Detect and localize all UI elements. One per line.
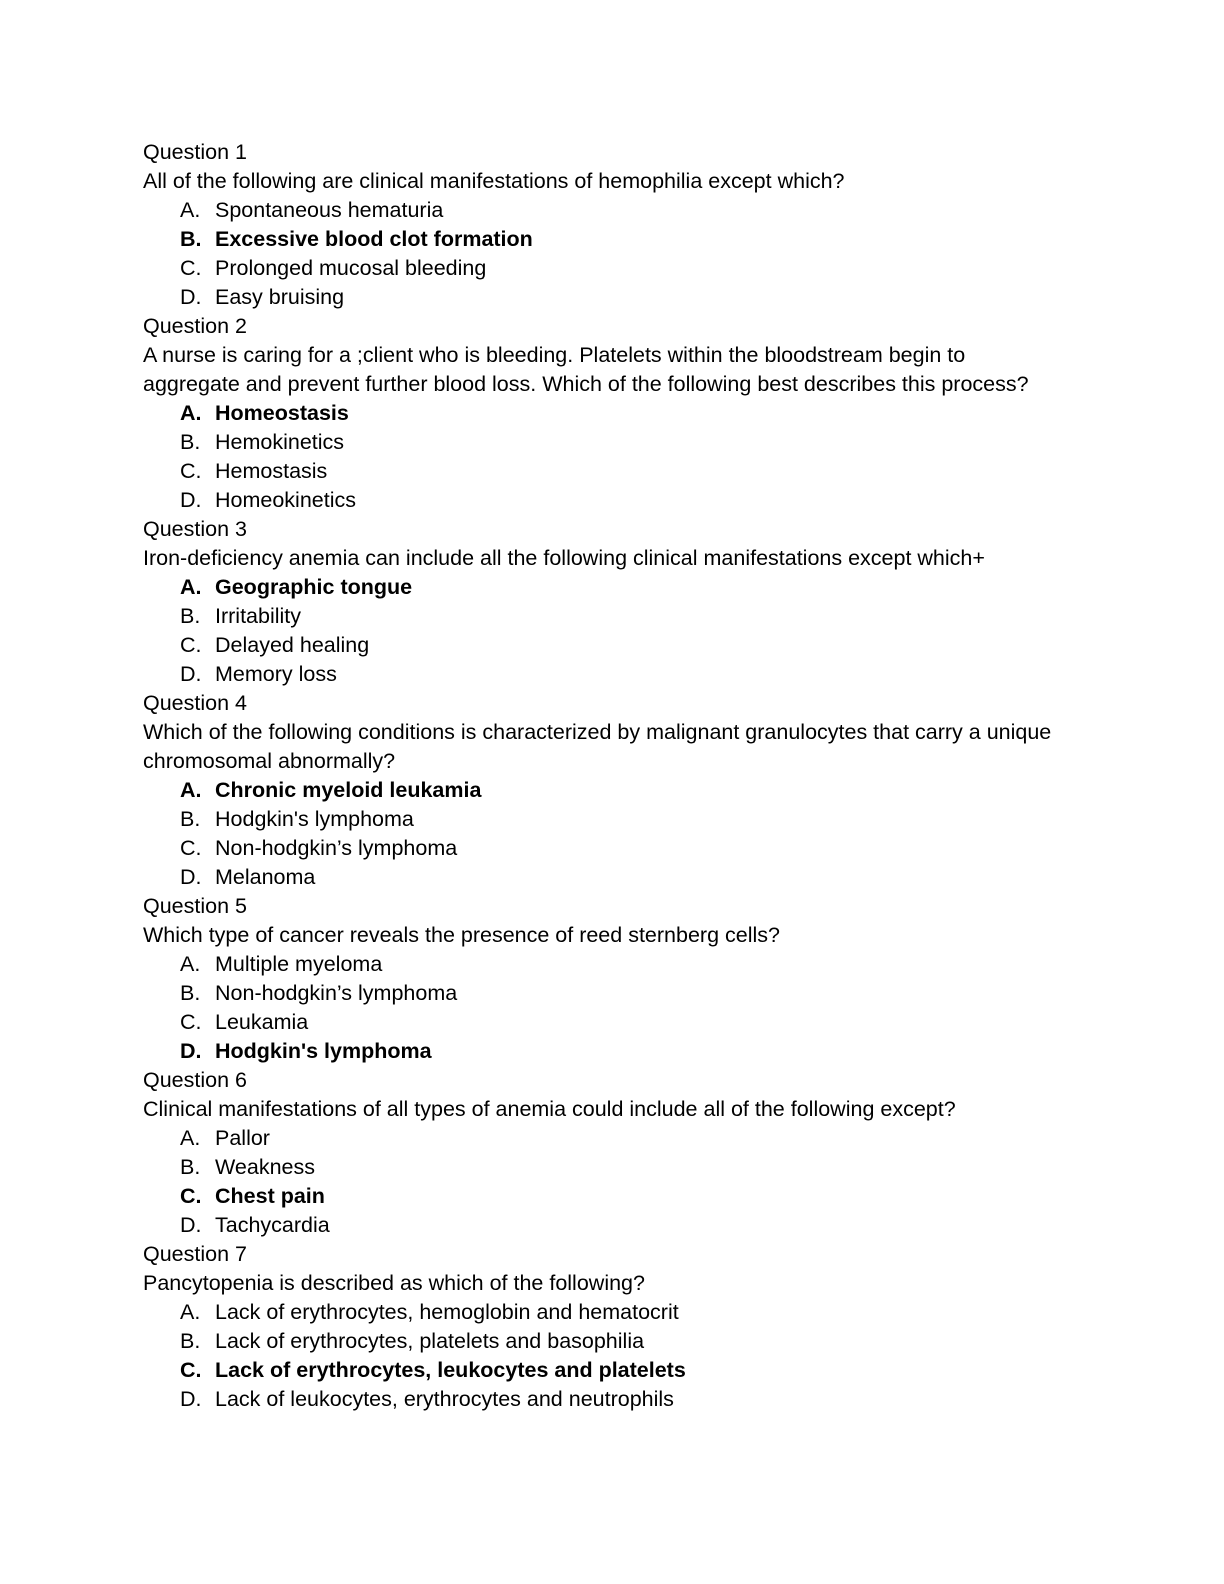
answer-option-letter: A.	[180, 1300, 201, 1324]
answer-option-letter: A.	[180, 401, 202, 425]
question-label: Question 6	[143, 1068, 247, 1092]
question-stem: Which type of cancer reveals the presence of reed sternberg cells?	[143, 923, 780, 947]
answer-option-text: Geographic tongue	[215, 575, 413, 599]
question-stem: All of the following are clinical manifestations of hemophilia except which?	[143, 169, 845, 193]
answer-option-text: Multiple myeloma	[215, 952, 383, 976]
answer-option-text: Excessive blood clot formation	[215, 227, 533, 251]
answer-option[interactable]	[143, 283, 1065, 312]
answer-option-list	[143, 399, 1065, 515]
question-stem: Which of the following conditions is characterized by malignant granulocytes that carry a unique chromosomal abnormally?	[143, 720, 1052, 773]
answer-option[interactable]	[143, 1211, 1065, 1240]
answer-option-text: Memory loss	[215, 662, 337, 686]
answer-option-letter: D.	[180, 1387, 202, 1411]
answer-option-letter: B.	[180, 1155, 201, 1179]
answer-option-text: Hemokinetics	[215, 430, 345, 454]
answer-option-letter: A.	[180, 198, 201, 222]
answer-option-text: Lack of erythrocytes, hemoglobin and hematocrit	[215, 1300, 679, 1324]
answer-option-letter: B.	[180, 430, 201, 454]
answer-option[interactable]	[143, 1327, 1065, 1356]
answer-option-letter: B.	[180, 807, 201, 831]
answer-option-text: Chronic myeloid leukamia	[215, 778, 482, 802]
answer-option-letter: C.	[180, 459, 202, 483]
answer-option-text: Weakness	[215, 1155, 315, 1179]
answer-option[interactable]	[143, 1298, 1065, 1327]
answer-option-text: Non-hodgkin’s lymphoma	[215, 836, 458, 860]
answer-option[interactable]	[143, 660, 1065, 689]
answer-option[interactable]	[143, 805, 1065, 834]
answer-option-letter: A.	[180, 778, 202, 802]
answer-option-letter: A.	[180, 952, 201, 976]
question-block	[143, 1066, 1065, 1240]
answer-option[interactable]	[143, 631, 1065, 660]
question-block	[143, 689, 1065, 892]
answer-option-letter: D.	[180, 662, 202, 686]
answer-option-text: Hodgkin's lymphoma	[215, 1039, 432, 1063]
answer-option-text: Homeokinetics	[215, 488, 356, 512]
answer-option[interactable]	[143, 602, 1065, 631]
answer-option[interactable]	[143, 1124, 1065, 1153]
answer-option-list	[143, 1298, 1065, 1414]
answer-option-text: Leukamia	[215, 1010, 309, 1034]
answer-option-text: Irritability	[215, 604, 302, 628]
answer-option-list	[143, 776, 1065, 892]
question-block	[143, 515, 1065, 689]
question-stem: A nurse is caring for a ;client who is bleeding. Platelets within the bloodstream begin to aggregate and prevent further blood loss. Which of the following best describes this process?	[143, 343, 1029, 396]
answer-option-text: Tachycardia	[215, 1213, 330, 1237]
answer-option-list	[143, 1124, 1065, 1240]
answer-option-letter: C.	[180, 1184, 202, 1208]
answer-option-text: Chest pain	[215, 1184, 325, 1208]
answer-option-text: Lack of leukocytes, erythrocytes and neutrophils	[215, 1387, 674, 1411]
answer-option-letter: A.	[180, 575, 202, 599]
answer-option[interactable]	[143, 1153, 1065, 1182]
answer-option-letter: D.	[180, 865, 202, 889]
answer-option[interactable]	[143, 863, 1065, 892]
answer-option-letter: C.	[180, 1010, 202, 1034]
answer-option[interactable]	[143, 254, 1065, 283]
answer-option[interactable]	[143, 1385, 1065, 1414]
answer-option-letter: B.	[180, 1329, 201, 1353]
answer-option-letter: D.	[180, 285, 202, 309]
answer-option-list	[143, 573, 1065, 689]
answer-option-letter: D.	[180, 1039, 202, 1063]
answer-option-letter: C.	[180, 633, 202, 657]
answer-option-text: Spontaneous hematuria	[215, 198, 444, 222]
answer-option[interactable]	[143, 486, 1065, 515]
answer-option-letter: C.	[180, 256, 202, 280]
answer-option-letter: B.	[180, 981, 201, 1005]
answer-option-text: Non-hodgkin’s lymphoma	[215, 981, 458, 1005]
answer-option-letter: A.	[180, 1126, 201, 1150]
question-label: Question 4	[143, 691, 247, 715]
question-stem: Pancytopenia is described as which of the following?	[143, 1271, 645, 1295]
question-block	[143, 312, 1065, 515]
answer-option-text: Prolonged mucosal bleeding	[215, 256, 487, 280]
answer-option[interactable]	[143, 1037, 1065, 1066]
answer-option-letter: D.	[180, 1213, 202, 1237]
answer-option-letter: C.	[180, 836, 202, 860]
answer-option-letter: D.	[180, 488, 202, 512]
answer-option-text: Easy bruising	[215, 285, 345, 309]
question-label: Question 2	[143, 314, 247, 338]
answer-option[interactable]	[143, 225, 1065, 254]
answer-option[interactable]	[143, 979, 1065, 1008]
question-label: Question 7	[143, 1242, 247, 1266]
answer-option[interactable]	[143, 950, 1065, 979]
answer-option-text: Lack of erythrocytes, leukocytes and platelets	[215, 1358, 686, 1382]
quiz-question-list	[143, 138, 1065, 1414]
answer-option[interactable]	[143, 428, 1065, 457]
answer-option[interactable]	[143, 399, 1065, 428]
question-label: Question 1	[143, 140, 247, 164]
answer-option-text: Hodgkin's lymphoma	[215, 807, 414, 831]
answer-option-text: Homeostasis	[215, 401, 349, 425]
answer-option-letter: C.	[180, 1358, 202, 1382]
answer-option-text: Melanoma	[215, 865, 316, 889]
answer-option-letter: B.	[180, 604, 201, 628]
answer-option-text: Delayed healing	[215, 633, 370, 657]
answer-option[interactable]	[143, 573, 1065, 602]
answer-option[interactable]	[143, 834, 1065, 863]
answer-option[interactable]	[143, 196, 1065, 225]
answer-option[interactable]	[143, 1356, 1065, 1385]
answer-option[interactable]	[143, 1008, 1065, 1037]
answer-option-list	[143, 950, 1065, 1066]
answer-option[interactable]	[143, 776, 1065, 805]
question-stem: Clinical manifestations of all types of anemia could include all of the following except?	[143, 1097, 956, 1121]
question-block	[143, 892, 1065, 1066]
question-block	[143, 1240, 1065, 1414]
answer-option[interactable]	[143, 457, 1065, 486]
question-label: Question 3	[143, 517, 247, 541]
answer-option-list	[143, 196, 1065, 312]
answer-option-letter: B.	[180, 227, 202, 251]
answer-option-text: Lack of erythrocytes, platelets and basophilia	[215, 1329, 645, 1353]
answer-option[interactable]	[143, 1182, 1065, 1211]
question-label: Question 5	[143, 894, 247, 918]
answer-option-text: Pallor	[215, 1126, 270, 1150]
question-stem: Iron-deficiency anemia can include all the following clinical manifestations except which+	[143, 546, 985, 570]
answer-option-text: Hemostasis	[215, 459, 328, 483]
question-block	[143, 138, 1065, 312]
